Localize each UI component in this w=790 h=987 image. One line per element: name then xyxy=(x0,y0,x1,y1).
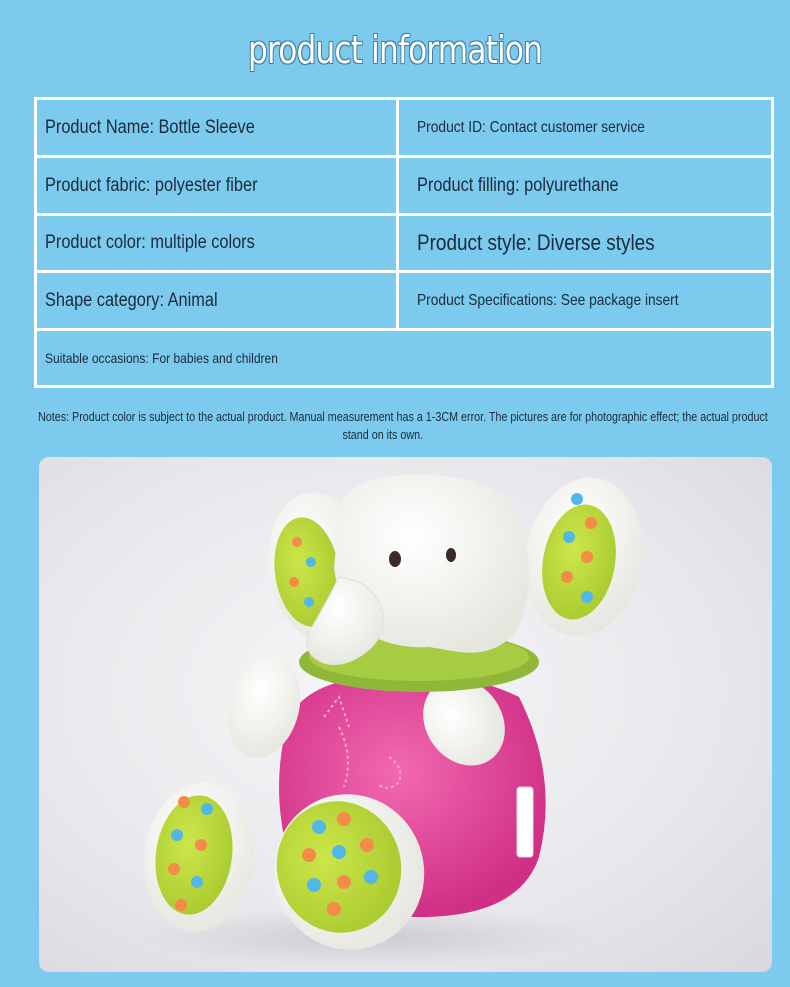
suitable-occasions-cell: Suitable occasions: For babies and children xyxy=(45,350,278,366)
product-color-cell: Product color: multiple colors xyxy=(37,216,399,270)
table-row xyxy=(37,331,771,385)
notes-text xyxy=(38,408,790,444)
product-spec-table xyxy=(34,97,774,388)
notes-line-1: Notes: Product color is subject to the actual product. Manual measurement has a 1-3CM error. The pictures are for photographic effect; the actual product xyxy=(38,410,768,424)
plush-elephant-icon xyxy=(39,457,772,972)
product-name-cell: Product Name: Bottle Sleeve xyxy=(37,100,399,155)
product-fabric-cell: Product fabric: polyester fiber xyxy=(37,158,399,213)
product-specifications-cell: Product Specifications: See package insert xyxy=(417,291,679,309)
notes-line-2: stand on its own. xyxy=(342,428,424,442)
shape-category-cell: Shape category: Animal xyxy=(37,273,399,328)
product-filling-cell: Product filling: polyurethane xyxy=(417,174,619,196)
product-id-cell: Product ID: Contact customer service xyxy=(417,118,645,136)
table-row xyxy=(37,158,771,216)
page-title: product information xyxy=(247,28,543,72)
table-row xyxy=(37,273,771,331)
table-row xyxy=(37,216,771,273)
product-style-cell: Product style: Diverse styles xyxy=(417,230,655,255)
table-row xyxy=(37,100,771,158)
product-photo xyxy=(39,457,772,972)
